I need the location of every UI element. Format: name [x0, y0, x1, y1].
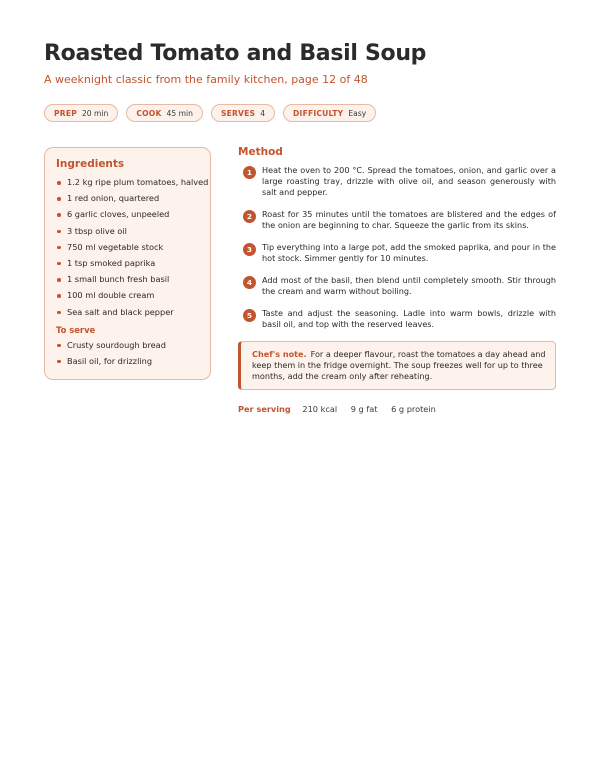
step-number-badge: 3 [243, 243, 256, 256]
method-heading: Method [238, 146, 283, 158]
method-step [238, 308, 556, 330]
method-step [238, 165, 556, 198]
step-text: Add most of the basil, then blend until completely smooth. Stir through the cream and warm without boiling. [262, 275, 556, 296]
ingredient-item: 1 red onion, quartered [56, 193, 204, 204]
meta-label: SERVES [220, 108, 256, 118]
recipe-subtitle: A weeknight classic from the family kitchen, page 12 of 48 [44, 73, 368, 86]
method-step [238, 242, 556, 264]
step-text: Tip everything into a large pot, add the smoked paprika, and pour in the hot stock. Simmer gently for 10 minutes. [262, 242, 556, 263]
nutrition-fat: 9 g fat [350, 404, 378, 414]
meta-serves-pill [211, 104, 275, 122]
ingredient-item: Sea salt and black pepper [56, 307, 204, 318]
chefs-note-text: For a deeper flavour, roast the tomatoes a day ahead and keep them in the fridge overnight. The soup freezes well for up to three months, add the cream only after reheating. [252, 349, 546, 381]
step-number-badge: 4 [243, 276, 256, 289]
recipe-meta [44, 104, 556, 122]
to-serve-item: Crusty sourdough bread [56, 340, 204, 351]
ingredient-item: 100 ml double cream [56, 290, 204, 301]
ingredients-heading: Ingredients [56, 158, 125, 170]
ingredient-item: 1 small bunch fresh basil [56, 274, 204, 285]
recipe-title: Roasted Tomato and Basil Soup [44, 41, 427, 66]
nutrition-protein: 6 g protein [391, 404, 436, 414]
meta-label: PREP [54, 108, 77, 118]
step-text: Taste and adjust the seasoning. Ladle into warm bowls, drizzle with basil oil, and top with the reserved leaves. [262, 308, 556, 329]
to-serve-item: Basil oil, for drizzling [56, 356, 204, 367]
ingredient-item: 3 tbsp olive oil [56, 226, 204, 237]
chefs-note [238, 341, 556, 390]
ingredients-panel [44, 147, 211, 380]
meta-value: 45 min [166, 108, 193, 118]
step-text: Roast for 35 minutes until the tomatoes are blistered and the edges of the onion are beginning to char. Squeeze the garlic from its skins. [262, 209, 556, 230]
nutrition-label: Per serving [238, 404, 291, 414]
method-section [238, 145, 556, 415]
meta-cook-pill [126, 104, 203, 122]
ingredient-item: 1 tsp smoked paprika [56, 258, 204, 269]
method-step [238, 209, 556, 231]
step-number-badge: 1 [243, 166, 256, 179]
step-text: Heat the oven to 200 °C. Spread the tomatoes, onion, and garlic over a large roasting tray, drizzle with olive oil, and season generously with salt and pepper. [262, 165, 556, 197]
ingredient-item: 6 garlic cloves, unpeeled [56, 209, 204, 220]
meta-difficulty-pill [283, 104, 376, 122]
meta-label: DIFFICULTY [293, 108, 344, 118]
nutrition-per-serving [238, 403, 556, 415]
ingredient-item: 750 ml vegetable stock [56, 242, 204, 253]
nutrition-calories: 210 kcal [302, 404, 338, 414]
chefs-note-label: Chef's note. [252, 349, 307, 359]
method-step [238, 275, 556, 297]
to-serve-list [56, 340, 204, 367]
ingredients-list [56, 177, 209, 318]
to-serve-heading: To serve [56, 324, 96, 335]
recipe-page [44, 38, 556, 414]
meta-value: 4 [260, 108, 266, 118]
ingredient-item: 1.2 kg ripe plum tomatoes, halved [56, 177, 204, 188]
step-number-badge: 5 [243, 309, 256, 322]
meta-value: Easy [348, 108, 367, 118]
meta-value: 20 min [81, 108, 109, 118]
step-number-badge: 2 [243, 210, 256, 223]
meta-label: COOK [136, 108, 162, 118]
meta-prep-pill [44, 104, 118, 122]
